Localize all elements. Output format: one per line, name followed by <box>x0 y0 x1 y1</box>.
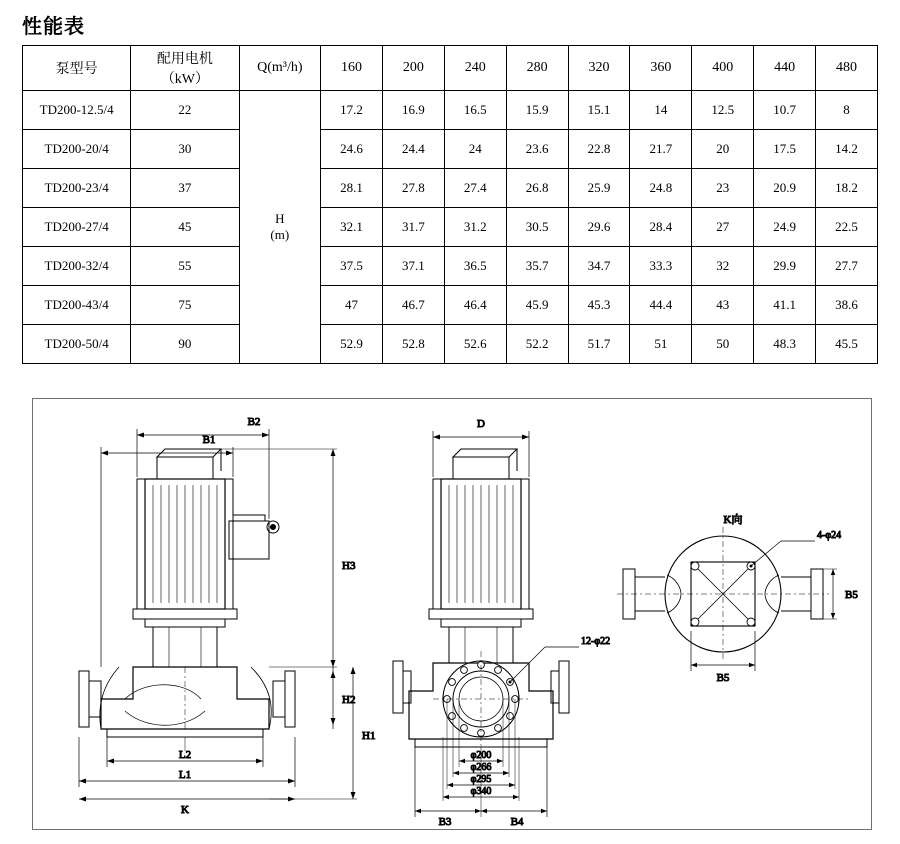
cell-value: 52.6 <box>444 325 506 364</box>
cell-value: 18.2 <box>816 169 878 208</box>
cell-value: 12.5 <box>692 91 754 130</box>
cell-motor: 90 <box>131 325 239 364</box>
side-motor-foot-right <box>521 479 529 609</box>
cell-value: 24.9 <box>754 208 816 247</box>
side-flange-left-neck <box>403 671 411 703</box>
cell-value: 23 <box>692 169 754 208</box>
front-support-bracket <box>153 627 217 667</box>
front-adapter-plate <box>145 619 225 627</box>
cell-value: 22.5 <box>816 208 878 247</box>
side-motor-fins <box>449 485 513 603</box>
performance-table <box>22 45 878 364</box>
label-B2: B2 <box>247 416 261 428</box>
cell-value: 31.2 <box>444 208 506 247</box>
header-motor <box>131 46 239 91</box>
cell-model: TD200-12.5/4 <box>23 91 131 130</box>
front-motor-base <box>133 609 237 619</box>
side-view <box>393 418 610 828</box>
cell-value: 32 <box>692 247 754 286</box>
cell-value: 48.3 <box>754 325 816 364</box>
cell-value: 20.9 <box>754 169 816 208</box>
label-B1: B1 <box>202 434 216 446</box>
cell-value: 24.6 <box>321 130 383 169</box>
page-title: 性能表 <box>22 16 85 38</box>
header-flow-440: 440 <box>754 46 816 91</box>
label-4-phi24: 4-φ24 <box>817 530 842 541</box>
front-base-feet <box>107 729 263 737</box>
dimension-drawing-svg <box>33 399 871 829</box>
cell-value: 52.2 <box>506 325 568 364</box>
header-model: 泵型号 <box>23 46 131 91</box>
label-phi340: φ340 <box>470 786 492 797</box>
label-B4: B4 <box>510 816 524 828</box>
label-phi295: φ295 <box>470 774 492 785</box>
cell-head-label <box>239 91 320 364</box>
label-B3: B3 <box>438 816 452 828</box>
table-row <box>23 325 878 364</box>
header-flow-200: 200 <box>382 46 444 91</box>
cell-value: 46.7 <box>382 286 444 325</box>
cell-value: 52.8 <box>382 325 444 364</box>
table-row <box>23 208 878 247</box>
front-motor-foot-left <box>137 479 145 609</box>
cell-motor: 45 <box>131 208 239 247</box>
header-flow-400: 400 <box>692 46 754 91</box>
cell-value: 15.1 <box>568 91 630 130</box>
side-adapter-plate <box>441 619 521 627</box>
front-terminal-box <box>229 521 269 559</box>
side-flange-right-neck <box>551 671 559 703</box>
label-H1: H1 <box>362 730 376 742</box>
cell-value: 28.1 <box>321 169 383 208</box>
cell-value: 43 <box>692 286 754 325</box>
cell-value: 36.5 <box>444 247 506 286</box>
cell-value: 34.7 <box>568 247 630 286</box>
cell-value: 33.3 <box>630 247 692 286</box>
cell-value: 45.3 <box>568 286 630 325</box>
cell-value: 10.7 <box>754 91 816 130</box>
table-row <box>23 130 878 169</box>
header-flow-240: 240 <box>444 46 506 91</box>
side-support-bracket <box>449 627 513 663</box>
cell-value: 25.9 <box>568 169 630 208</box>
header-flow-160: 160 <box>321 46 383 91</box>
cell-value: 24.4 <box>382 130 444 169</box>
cell-value: 17.2 <box>321 91 383 130</box>
cell-value: 46.4 <box>444 286 506 325</box>
cell-motor: 30 <box>131 130 239 169</box>
header-flow-unit: Q(m³/h) <box>239 46 320 91</box>
cell-value: 16.9 <box>382 91 444 130</box>
cell-value: 16.5 <box>444 91 506 130</box>
cell-value: 15.9 <box>506 91 568 130</box>
label-H2: H2 <box>342 694 356 706</box>
label-phi200: φ200 <box>470 750 492 761</box>
label-B5-bottom: B5 <box>716 672 730 684</box>
cell-value: 32.1 <box>321 208 383 247</box>
cell-value: 23.6 <box>506 130 568 169</box>
front-gland-center <box>271 525 276 530</box>
front-flange-left <box>79 671 89 727</box>
cell-value: 47 <box>321 286 383 325</box>
cell-value: 35.7 <box>506 247 568 286</box>
table-row <box>23 247 878 286</box>
cell-value: 8 <box>816 91 878 130</box>
table-row <box>23 286 878 325</box>
cell-value: 21.7 <box>630 130 692 169</box>
label-K: K <box>181 804 189 816</box>
cell-value: 27.4 <box>444 169 506 208</box>
label-H3: H3 <box>342 560 356 572</box>
header-flow-280: 280 <box>506 46 568 91</box>
header-motor-line1: 配用电机 <box>156 52 213 67</box>
cell-value: 37.1 <box>382 247 444 286</box>
header-flow-360: 360 <box>630 46 692 91</box>
label-D: D <box>477 418 485 430</box>
front-terminal-box-lid <box>233 515 265 521</box>
cell-model: TD200-50/4 <box>23 325 131 364</box>
cell-value: 51 <box>630 325 692 364</box>
side-motor-base <box>429 609 533 619</box>
header-flow-320: 320 <box>568 46 630 91</box>
top-view <box>617 512 858 684</box>
cell-value: 27.7 <box>816 247 878 286</box>
cell-motor: 37 <box>131 169 239 208</box>
label-L1: L1 <box>178 769 192 781</box>
cell-value: 26.8 <box>506 169 568 208</box>
front-impeller-curve-2 <box>125 711 205 725</box>
front-view <box>79 416 375 816</box>
head-label-line1: H <box>275 210 285 226</box>
cell-model: TD200-27/4 <box>23 208 131 247</box>
cell-motor: 22 <box>131 91 239 130</box>
cell-value: 50 <box>692 325 754 364</box>
front-impeller-curve <box>125 685 201 699</box>
front-flange-right-neck <box>273 681 285 717</box>
cell-value: 41.1 <box>754 286 816 325</box>
side-motor-foot-left <box>433 479 441 609</box>
cell-motor: 75 <box>131 286 239 325</box>
cell-model: TD200-32/4 <box>23 247 131 286</box>
side-flange-right <box>559 661 569 713</box>
front-motor-fins <box>153 485 217 603</box>
cell-model: TD200-43/4 <box>23 286 131 325</box>
table-head <box>23 46 878 91</box>
side-flange-left <box>393 661 403 713</box>
header-flow-480: 480 <box>816 46 878 91</box>
cell-model: TD200-20/4 <box>23 130 131 169</box>
label-K-direction: K向 <box>723 514 743 526</box>
label-L2: L2 <box>178 749 192 761</box>
performance-table-wrapper <box>22 45 878 364</box>
front-volute-right <box>251 667 271 729</box>
table-row <box>23 91 878 130</box>
cell-value: 31.7 <box>382 208 444 247</box>
label-B5-right: B5 <box>845 589 858 601</box>
cell-motor: 55 <box>131 247 239 286</box>
cell-value: 22.8 <box>568 130 630 169</box>
cell-value: 24.8 <box>630 169 692 208</box>
side-motor-fan-cover <box>453 457 509 479</box>
cell-value: 51.7 <box>568 325 630 364</box>
header-motor-line2: （kW） <box>160 72 210 87</box>
cell-value: 45.9 <box>506 286 568 325</box>
head-label-line2: (m) <box>270 227 290 242</box>
cell-value: 14.2 <box>816 130 878 169</box>
cell-value: 28.4 <box>630 208 692 247</box>
cell-value: 45.5 <box>816 325 878 364</box>
cell-value: 27 <box>692 208 754 247</box>
dimension-drawing-panel <box>32 398 872 830</box>
cell-value: 52.9 <box>321 325 383 364</box>
cell-value: 27.8 <box>382 169 444 208</box>
front-dimension-lines <box>79 429 357 802</box>
cell-value: 24 <box>444 130 506 169</box>
cell-value: 20 <box>692 130 754 169</box>
cell-value: 44.4 <box>630 286 692 325</box>
table-body <box>23 91 878 364</box>
cell-value: 29.9 <box>754 247 816 286</box>
label-12-phi22: 12-φ22 <box>581 636 611 647</box>
front-volute-left <box>100 667 119 729</box>
cell-value: 38.6 <box>816 286 878 325</box>
front-motor-fan-cover <box>157 457 213 479</box>
table-row <box>23 169 878 208</box>
cell-model: TD200-23/4 <box>23 169 131 208</box>
label-phi266: φ266 <box>470 762 492 773</box>
cell-value: 37.5 <box>321 247 383 286</box>
cell-value: 17.5 <box>754 130 816 169</box>
cell-value: 14 <box>630 91 692 130</box>
front-flange-right <box>285 671 295 727</box>
cell-value: 29.6 <box>568 208 630 247</box>
table-header-row <box>23 46 878 91</box>
front-flange-left-neck <box>89 681 101 717</box>
cell-value: 30.5 <box>506 208 568 247</box>
side-motor-cap <box>453 449 517 457</box>
